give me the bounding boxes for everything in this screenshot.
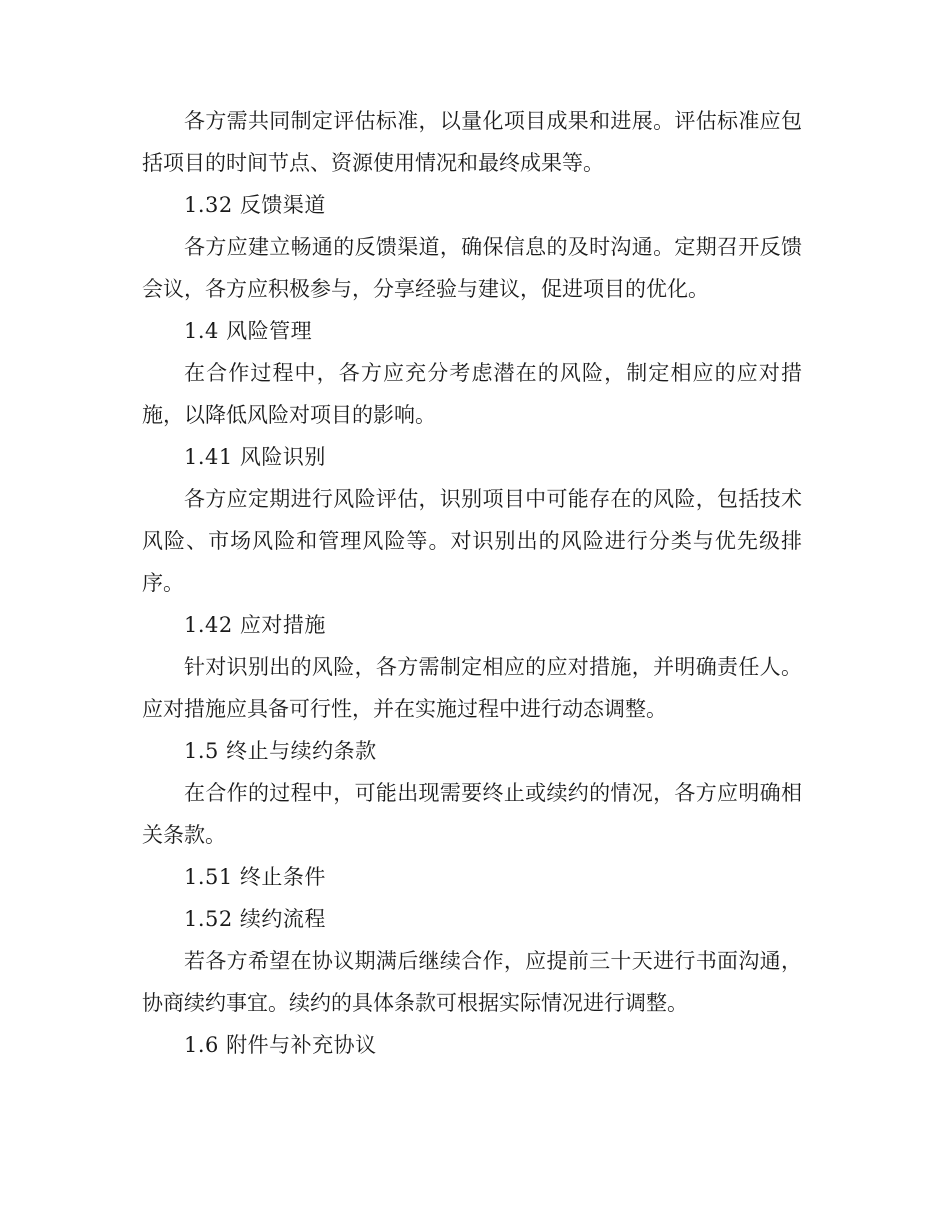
section-heading-1-32: 1.32 反馈渠道 <box>184 193 326 217</box>
paragraph-renewal-process: 若各方希望在协议期满后继续合作，应提前三十天进行书面沟通，协商续约事宜。续约的具体条款可根据实际情况进行调整。 <box>142 949 802 1015</box>
paragraph-risk-identification: 各方应定期进行风险评估，识别项目中可能存在的风险，包括技术风险、市场风险和管理风险等。对识别出的风险进行分类与优先级排序。 <box>142 487 802 595</box>
section-heading-1-4: 1.4 风险管理 <box>184 319 313 343</box>
paragraph-evaluation-standards: 各方需共同制定评估标准，以量化项目成果和进展。评估标准应包括项目的时间节点、资源使用情况和最终成果等。 <box>142 109 802 175</box>
section-heading-1-5: 1.5 终止与续约条款 <box>184 739 377 763</box>
section-heading-1-41: 1.41 风险识别 <box>184 445 326 469</box>
section-heading-1-6: 1.6 附件与补充协议 <box>184 1033 377 1057</box>
section-heading-1-42: 1.42 应对措施 <box>184 613 326 637</box>
paragraph-feedback-channels: 各方应建立畅通的反馈渠道，确保信息的及时沟通。定期召开反馈会议，各方应积极参与，分享经验与建议，促进项目的优化。 <box>142 235 802 301</box>
paragraph-risk-management: 在合作过程中，各方应充分考虑潜在的风险，制定相应的应对措施，以降低风险对项目的影响。 <box>142 361 802 427</box>
paragraph-countermeasures: 针对识别出的风险，各方需制定相应的应对措施，并明确责任人。应对措施应具备可行性，并在实施过程中进行动态调整。 <box>142 655 802 721</box>
section-heading-1-52: 1.52 续约流程 <box>184 907 326 931</box>
section-heading-1-51: 1.51 终止条件 <box>184 865 326 889</box>
document-body <box>142 100 802 1066</box>
paragraph-termination-renewal: 在合作的过程中，可能出现需要终止或续约的情况，各方应明确相关条款。 <box>142 781 802 847</box>
